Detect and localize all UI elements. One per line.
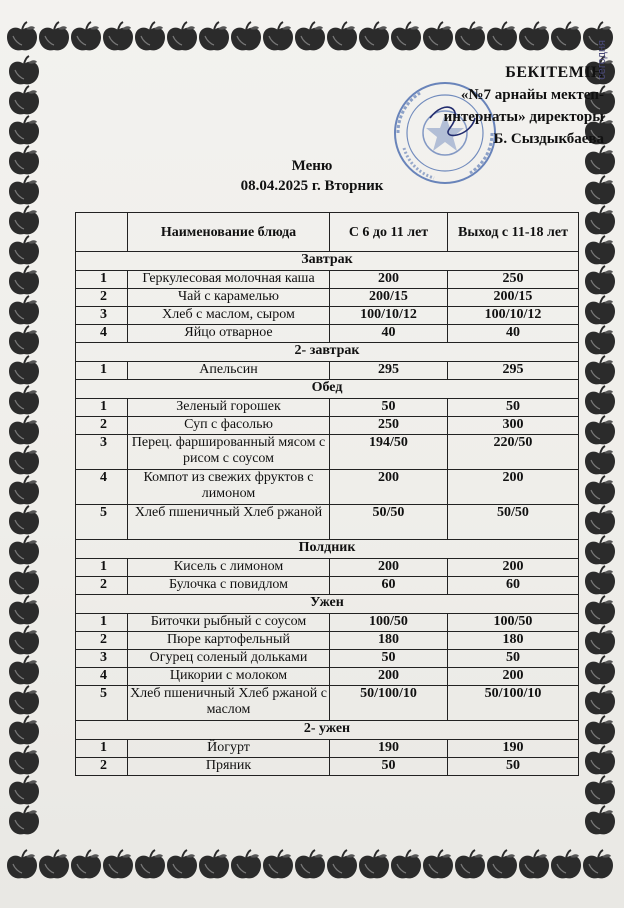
- approval-line-2: интернаты» директоры: [443, 109, 604, 125]
- apple-icon: [199, 850, 229, 878]
- apple-icon: [295, 22, 325, 50]
- section-header-row: [76, 595, 579, 614]
- apple-icon: [167, 850, 197, 878]
- apple-icon: [9, 326, 39, 354]
- menu-header: [0, 156, 624, 196]
- dish-number: 2: [76, 758, 128, 776]
- dish-name: Перец. фаршированный мясом с рисом с соусом: [128, 435, 330, 470]
- dish-number: 1: [76, 362, 128, 380]
- apple-icon: [263, 850, 293, 878]
- apple-icon: [9, 206, 39, 234]
- apple-icon: [9, 116, 39, 144]
- portion-11-18: 100/10/12: [448, 307, 579, 325]
- column-header-name: Наименование блюда: [128, 213, 330, 252]
- dish-name: Булочка с повидлом: [128, 577, 330, 595]
- apple-icon: [585, 656, 615, 684]
- portion-11-18: 40: [448, 325, 579, 343]
- apple-icon: [9, 776, 39, 804]
- table-row: [76, 559, 579, 577]
- apple-icon: [327, 22, 357, 50]
- table-row: [76, 505, 579, 540]
- apple-icon: [9, 266, 39, 294]
- apple-icon: [39, 850, 69, 878]
- portion-6-11: 40: [330, 325, 448, 343]
- dish-name: Чай с карамелью: [128, 289, 330, 307]
- apple-icon: [585, 776, 615, 804]
- dish-name: Кисель с лимоном: [128, 559, 330, 577]
- portion-6-11: 194/50: [330, 435, 448, 470]
- table-row: [76, 668, 579, 686]
- dish-number: 2: [76, 417, 128, 435]
- apple-icon: [9, 686, 39, 714]
- apple-icon: [585, 596, 615, 624]
- portion-6-11: 50: [330, 399, 448, 417]
- approval-title: БЕКІТЕМІН: [505, 64, 604, 81]
- section-header-row: [76, 540, 579, 559]
- section-title: Полдник: [76, 540, 579, 559]
- dish-name: Апельсин: [128, 362, 330, 380]
- dish-number: 5: [76, 686, 128, 721]
- dish-name: Биточки рыбный с соусом: [128, 614, 330, 632]
- apple-icon: [585, 416, 615, 444]
- apple-icon: [585, 476, 615, 504]
- apple-icon: [391, 850, 421, 878]
- apple-icon: [359, 22, 389, 50]
- section-header-row: [76, 380, 579, 399]
- apple-icon: [585, 446, 615, 474]
- apple-icon: [199, 22, 229, 50]
- dish-name: Пряник: [128, 758, 330, 776]
- portion-6-11: 100/10/12: [330, 307, 448, 325]
- apple-icon: [295, 850, 325, 878]
- dish-name: Яйцо отварное: [128, 325, 330, 343]
- portion-6-11: 180: [330, 632, 448, 650]
- apple-icon: [585, 746, 615, 774]
- dish-number: 3: [76, 435, 128, 470]
- apple-icon: [9, 86, 39, 114]
- dish-number: 1: [76, 399, 128, 417]
- dish-name: Хлеб с маслом, сыром: [128, 307, 330, 325]
- apple-icon: [9, 356, 39, 384]
- dish-number: 3: [76, 650, 128, 668]
- dish-name: Геркулесовая молочная каша: [128, 271, 330, 289]
- apple-icon: [135, 22, 165, 50]
- apple-icon: [583, 850, 613, 878]
- dish-number: 2: [76, 577, 128, 595]
- column-header-age-11-18: Выход с 11-18 лет: [448, 213, 579, 252]
- table-row: [76, 686, 579, 721]
- apple-icon: [551, 850, 581, 878]
- apple-icon: [585, 806, 615, 834]
- section-header-row: [76, 721, 579, 740]
- dish-number: 1: [76, 614, 128, 632]
- section-title: Ужен: [76, 595, 579, 614]
- portion-11-18: 200: [448, 470, 579, 505]
- column-header-num: [76, 213, 128, 252]
- apple-icon: [423, 850, 453, 878]
- apple-icon: [487, 850, 517, 878]
- dish-name: Зеленый горошек: [128, 399, 330, 417]
- apple-icon: [9, 416, 39, 444]
- dish-number: 4: [76, 325, 128, 343]
- apple-icon: [551, 22, 581, 50]
- portion-11-18: 180: [448, 632, 579, 650]
- dish-number: 3: [76, 307, 128, 325]
- table-row: [76, 307, 579, 325]
- apple-icon: [167, 22, 197, 50]
- apple-icon: [9, 566, 39, 594]
- section-title: 2- завтрак: [76, 343, 579, 362]
- portion-11-18: 200/15: [448, 289, 579, 307]
- table-row: [76, 362, 579, 380]
- apple-icon: [7, 850, 37, 878]
- menu-table: [75, 212, 579, 776]
- dish-name: Компот из свежих фруктов с лимоном: [128, 470, 330, 505]
- portion-6-11: 50: [330, 650, 448, 668]
- portion-11-18: 50: [448, 758, 579, 776]
- portion-11-18: 50/50: [448, 505, 579, 540]
- apple-icon: [71, 22, 101, 50]
- apple-icon: [359, 850, 389, 878]
- portion-6-11: 200/15: [330, 289, 448, 307]
- apple-icon: [9, 536, 39, 564]
- apple-icon: [9, 746, 39, 774]
- apple-icon: [391, 22, 421, 50]
- portion-11-18: 190: [448, 740, 579, 758]
- apple-icon: [9, 446, 39, 474]
- apple-icon: [519, 22, 549, 50]
- portion-6-11: 295: [330, 362, 448, 380]
- table-row: [76, 470, 579, 505]
- table-row: [76, 399, 579, 417]
- portion-6-11: 200: [330, 271, 448, 289]
- column-header-age-6-11: С 6 до 11 лет: [330, 213, 448, 252]
- portion-6-11: 50: [330, 758, 448, 776]
- apple-icon: [9, 296, 39, 324]
- apple-icon: [9, 56, 39, 84]
- section-title: Завтрак: [76, 252, 579, 271]
- apple-icon: [135, 850, 165, 878]
- apple-icon: [231, 850, 261, 878]
- section-header-row: [76, 252, 579, 271]
- apple-icon: [585, 716, 615, 744]
- apple-icon: [9, 386, 39, 414]
- apple-icon: [7, 22, 37, 50]
- dish-name: Цикории с молоком: [128, 668, 330, 686]
- section-header-row: [76, 343, 579, 362]
- section-title: 2- ужен: [76, 721, 579, 740]
- approval-block: [444, 62, 604, 150]
- dish-number: 1: [76, 559, 128, 577]
- apple-icon: [455, 850, 485, 878]
- portion-11-18: 50: [448, 650, 579, 668]
- dish-number: 4: [76, 470, 128, 505]
- dish-number: 2: [76, 289, 128, 307]
- menu-date: 08.04.2025 г. Вторник: [240, 178, 384, 194]
- dish-name: Пюре картофельный: [128, 632, 330, 650]
- apple-icon: [231, 22, 261, 50]
- portion-11-18: 50/100/10: [448, 686, 579, 721]
- table-row: [76, 632, 579, 650]
- table-row: [76, 289, 579, 307]
- apple-icon: [263, 22, 293, 50]
- dish-number: 2: [76, 632, 128, 650]
- apple-icon: [585, 686, 615, 714]
- apple-icon: [9, 716, 39, 744]
- apple-icon: [39, 22, 69, 50]
- approval-line-3: Б. Сыздыкбаева: [493, 131, 604, 147]
- apple-icon: [9, 506, 39, 534]
- apple-icon: [487, 22, 517, 50]
- portion-11-18: 300: [448, 417, 579, 435]
- apple-icon: [327, 850, 357, 878]
- dish-name: Суп с фасолью: [128, 417, 330, 435]
- portion-6-11: 190: [330, 740, 448, 758]
- portion-6-11: 50/100/10: [330, 686, 448, 721]
- table-row: [76, 740, 579, 758]
- portion-6-11: 60: [330, 577, 448, 595]
- apple-icon: [585, 626, 615, 654]
- apple-icon: [455, 22, 485, 50]
- portion-6-11: 200: [330, 470, 448, 505]
- apple-icon: [71, 850, 101, 878]
- dish-number: 5: [76, 505, 128, 540]
- table-row: [76, 271, 579, 289]
- apple-icon: [585, 506, 615, 534]
- apple-icon: [103, 850, 133, 878]
- table-row: [76, 417, 579, 435]
- dish-number: 4: [76, 668, 128, 686]
- table-row: [76, 435, 579, 470]
- portion-11-18: 60: [448, 577, 579, 595]
- apple-icon: [585, 566, 615, 594]
- side-note-text: сегодня: [596, 40, 608, 80]
- apple-icon: [423, 22, 453, 50]
- approval-line-1: «№7 арнайы мектеп-: [460, 87, 604, 103]
- dish-number: 1: [76, 740, 128, 758]
- menu-table-body: [76, 252, 579, 776]
- apple-icon: [9, 596, 39, 624]
- portion-11-18: 100/50: [448, 614, 579, 632]
- table-row: [76, 325, 579, 343]
- dish-number: 1: [76, 271, 128, 289]
- apple-icon: [585, 536, 615, 564]
- dish-name: Огурец соленый дольками: [128, 650, 330, 668]
- menu-title: Меню: [291, 158, 333, 174]
- apple-icon: [9, 626, 39, 654]
- apple-icon: [9, 236, 39, 264]
- handwritten-side-note: [596, 40, 622, 370]
- portion-6-11: 50/50: [330, 505, 448, 540]
- dish-name: Йогурт: [128, 740, 330, 758]
- apple-icon: [519, 850, 549, 878]
- table-row: [76, 614, 579, 632]
- dish-name: Хлеб пшеничный Хлеб ржаной: [128, 505, 330, 540]
- apple-icon: [9, 476, 39, 504]
- portion-6-11: 250: [330, 417, 448, 435]
- table-row: [76, 577, 579, 595]
- portion-11-18: 295: [448, 362, 579, 380]
- apple-icon: [9, 656, 39, 684]
- portion-11-18: 200: [448, 559, 579, 577]
- apple-icon: [9, 806, 39, 834]
- table-row: [76, 650, 579, 668]
- portion-11-18: 220/50: [448, 435, 579, 470]
- dish-name: Хлеб пшеничный Хлеб ржаной с маслом: [128, 686, 330, 721]
- section-title: Обед: [76, 380, 579, 399]
- portion-6-11: 200: [330, 559, 448, 577]
- apple-icon: [585, 386, 615, 414]
- table-header-row: [76, 213, 579, 252]
- portion-11-18: 50: [448, 399, 579, 417]
- portion-6-11: 200: [330, 668, 448, 686]
- portion-6-11: 100/50: [330, 614, 448, 632]
- table-row: [76, 758, 579, 776]
- apple-icon: [103, 22, 133, 50]
- portion-11-18: 200: [448, 668, 579, 686]
- portion-11-18: 250: [448, 271, 579, 289]
